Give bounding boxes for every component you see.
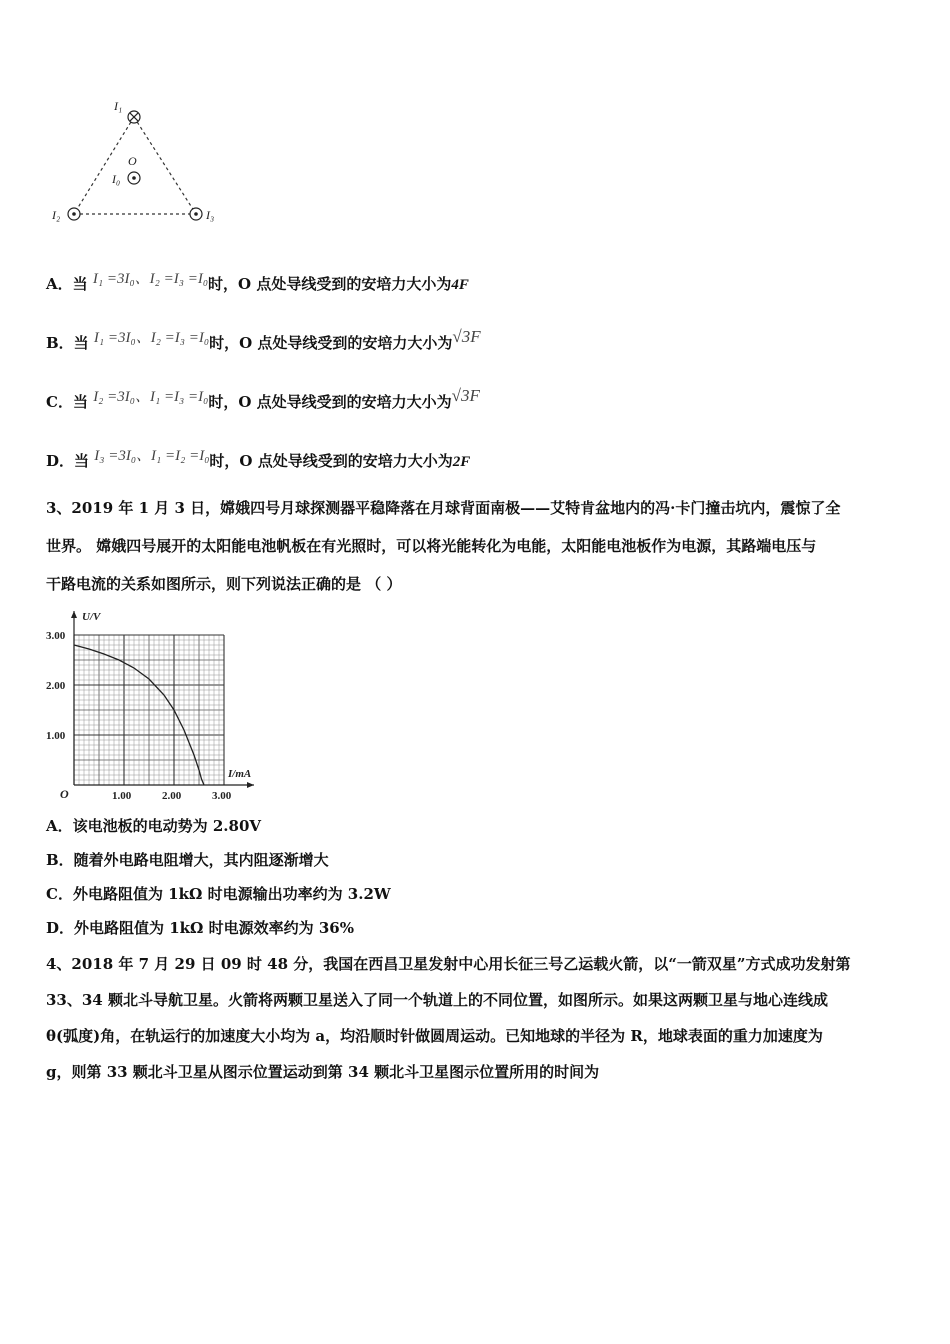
q2-option-b: B．当 I₁ =3I₀、I₂ =I₃ =I₀时，O 点处导线受到的安培力大小为√3F <box>46 327 481 352</box>
q4-stem-line-1: 4、2018 年 7 月 29 日 09 时 48 分，我国在西昌卫星发射中心用长征三号乙运载火箭，以“一箭双星”方式成功发射第 <box>46 955 851 973</box>
q2-option-a: A．当 I₁ =3I₀、I₂ =I₃ =I₀时，O 点处导线受到的安培力大小为4F <box>46 271 469 293</box>
q2-option-b-answer: √3F <box>452 327 481 346</box>
q2-option-a-answer: 4F <box>451 277 469 293</box>
x-tick-label: 3.00 <box>212 790 232 802</box>
label-i1: I₁ <box>114 99 123 113</box>
q2-option-c-condition: I₂ =3I₀、I₁ =I₃ =I₀ <box>93 389 209 405</box>
q3-option-a: A．该电池板的电动势为 2.80V <box>46 817 262 835</box>
y-axis-arrow <box>71 611 77 618</box>
q2-option-c: C．当 I₂ =3I₀、I₁ =I₃ =I₀时，O 点处导线受到的安培力大小为√3F <box>46 386 480 411</box>
current-out-of-page-icon <box>68 208 80 220</box>
x-axis-arrow <box>247 782 254 788</box>
x-tick-label: 1.00 <box>112 790 132 802</box>
q3-option-d: D．外电路阻值为 1kΩ 时电源效率约为 36% <box>46 919 354 937</box>
q3-stem-line-1: 3、2019 年 1 月 3 日，嫦娥四号月球探测器平稳降落在月球背面南极——艾特肯盆地内的冯·卡门撞击坑内，震惊了全 <box>46 499 841 517</box>
wire-triangle-figure <box>40 95 240 230</box>
q3-stem-line-3: 干路电流的关系如图所示，则下列说法正确的是 （ ） <box>46 575 402 593</box>
q2-option-b-condition: I₁ =3I₀、I₂ =I₃ =I₀ <box>93 330 210 346</box>
chart-y-label: U/V <box>82 611 101 623</box>
q2-option-c-answer: √3F <box>451 386 480 405</box>
q2-option-d-answer: 2F <box>452 454 471 470</box>
chart-grid <box>74 635 224 785</box>
x-tick-label: 2.00 <box>162 790 182 802</box>
chart-x-label: I/mA <box>228 768 252 780</box>
q3-option-b: B．随着外电路电阻增大，其内阻逐渐增大 <box>46 851 329 869</box>
q3-stem-line-2: 世界。 嫦娥四号展开的太阳能电池帆板在有光照时，可以将光能转化为电能，太阳能电池板作为电源，其路端电压与 <box>46 537 817 555</box>
chart-axes <box>71 611 254 788</box>
label-i3: I₃ <box>206 208 215 222</box>
current-into-page-icon <box>128 111 140 123</box>
q4-stem-line-3: θ(弧度)角，在轨运行的加速度大小均为 a，均沿顺时针做圆周运动。已知地球的半径为 R，地球表面的重力加速度为 <box>46 1027 823 1045</box>
current-out-of-page-icon <box>190 208 202 220</box>
y-tick-label: 3.00 <box>46 630 66 642</box>
y-tick-label: 1.00 <box>46 730 66 742</box>
triangle-edge-right <box>134 117 196 214</box>
q2-option-d: D．当 I₃ =3I₀、I₁ =I₂ =I₀时，O 点处导线受到的安培力大小为2F <box>46 448 471 470</box>
q2-option-d-condition: I₃ =3I₀、I₁ =I₂ =I₀ <box>94 448 210 464</box>
q4-stem-line-4: g，则第 33 颗北斗卫星从图示位置运动到第 34 颗北斗卫星图示位置所用的时间为 <box>46 1063 600 1081</box>
chart-origin-label: O <box>60 787 69 801</box>
current-out-of-page-icon <box>128 172 140 184</box>
label-i2: I₂ <box>52 208 61 222</box>
label-o: O <box>128 154 137 168</box>
q2-option-a-condition: I₁ =3I₀、I₂ =I₃ =I₀ <box>92 271 209 287</box>
label-i0: I₀ <box>112 172 121 186</box>
triangle-edge-left <box>74 117 134 214</box>
y-tick-label: 2.00 <box>46 680 66 692</box>
q3-option-c: C．外电路阻值为 1kΩ 时电源输出功率约为 3.2W <box>46 885 391 903</box>
u-i-chart <box>40 605 280 805</box>
q4-stem-line-2: 33、34 颗北斗导航卫星。火箭将两颗卫星送入了同一个轨道上的不同位置，如图所示。如果这两颗卫星与地心连线成 <box>46 991 828 1009</box>
